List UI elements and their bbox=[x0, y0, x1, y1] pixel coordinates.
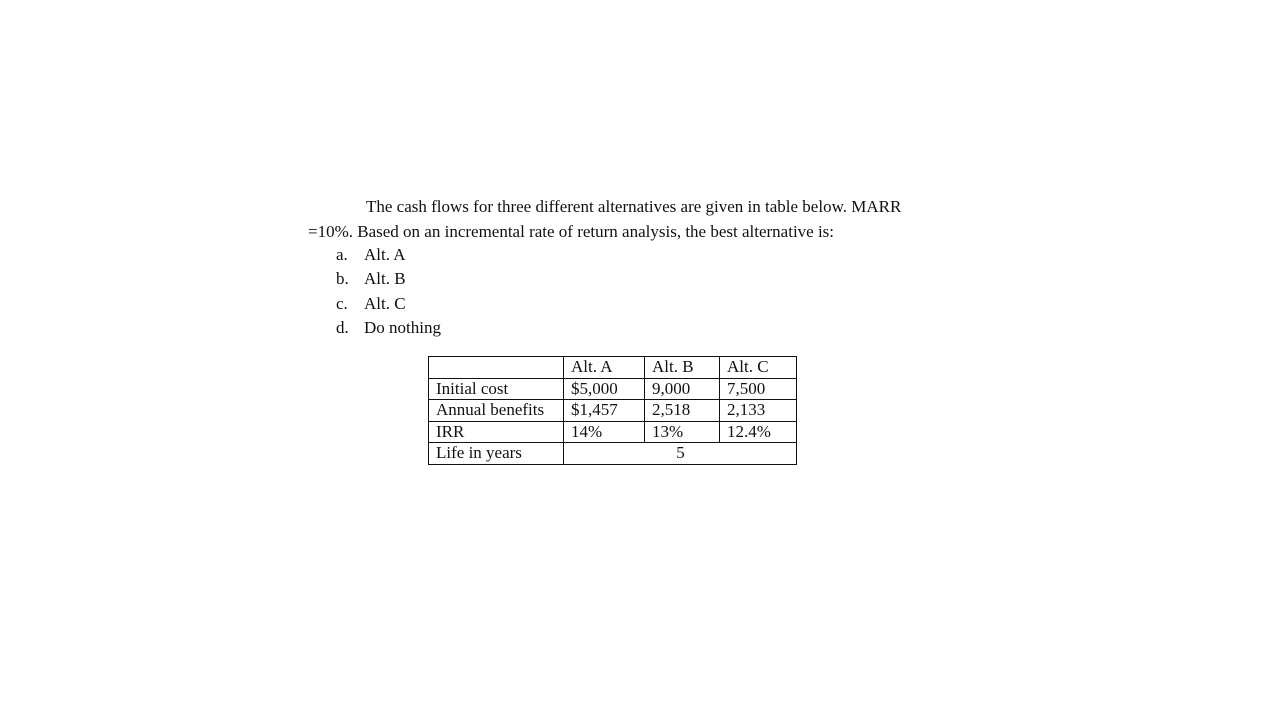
option-b[interactable] bbox=[336, 267, 441, 291]
table-cell: 12.4% bbox=[720, 421, 797, 443]
table-cell: 2,518 bbox=[645, 400, 720, 422]
table-cell: $5,000 bbox=[564, 378, 645, 400]
table-header-cell: Alt. B bbox=[645, 357, 720, 379]
table-cell: 14% bbox=[564, 421, 645, 443]
option-a[interactable] bbox=[336, 243, 441, 267]
option-letter: b. bbox=[336, 269, 349, 289]
table-cell: 2,133 bbox=[720, 400, 797, 422]
table-header-cell: Alt. C bbox=[720, 357, 797, 379]
option-letter: d. bbox=[336, 317, 349, 337]
cash-flow-table bbox=[428, 356, 797, 465]
row-label: Life in years bbox=[429, 443, 564, 465]
option-letter: a. bbox=[336, 245, 348, 264]
option-letter: c. bbox=[336, 293, 348, 313]
question-text bbox=[308, 195, 968, 244]
option-d[interactable] bbox=[336, 316, 441, 340]
table-header-cell: Alt. A bbox=[564, 357, 645, 379]
row-label: Initial cost bbox=[429, 378, 564, 400]
life-years-cell: 5 bbox=[564, 443, 797, 465]
option-label: Alt. C bbox=[364, 293, 406, 313]
row-label: Annual benefits bbox=[429, 400, 564, 422]
question-line-1: The cash flows for three different alternatives are given in table below. MARR bbox=[366, 197, 902, 216]
table-row bbox=[429, 378, 797, 400]
answer-options bbox=[336, 243, 441, 340]
table-row bbox=[429, 443, 797, 465]
option-label: Alt. A bbox=[364, 245, 406, 264]
question-line-2: =10%. Based on an incremental rate of return analysis, the best alternative is: bbox=[308, 221, 835, 241]
table-header-row bbox=[429, 357, 797, 379]
table-cell: $1,457 bbox=[564, 400, 645, 422]
table-row bbox=[429, 421, 797, 443]
table-row bbox=[429, 400, 797, 422]
row-label: IRR bbox=[429, 421, 564, 443]
table-cell: 13% bbox=[645, 421, 720, 443]
option-label: Do nothing bbox=[364, 317, 441, 337]
option-c[interactable] bbox=[336, 292, 441, 316]
table-header-cell bbox=[429, 357, 564, 379]
table-cell: 7,500 bbox=[720, 378, 797, 400]
table-cell: 9,000 bbox=[645, 378, 720, 400]
option-label: Alt. B bbox=[364, 269, 406, 289]
